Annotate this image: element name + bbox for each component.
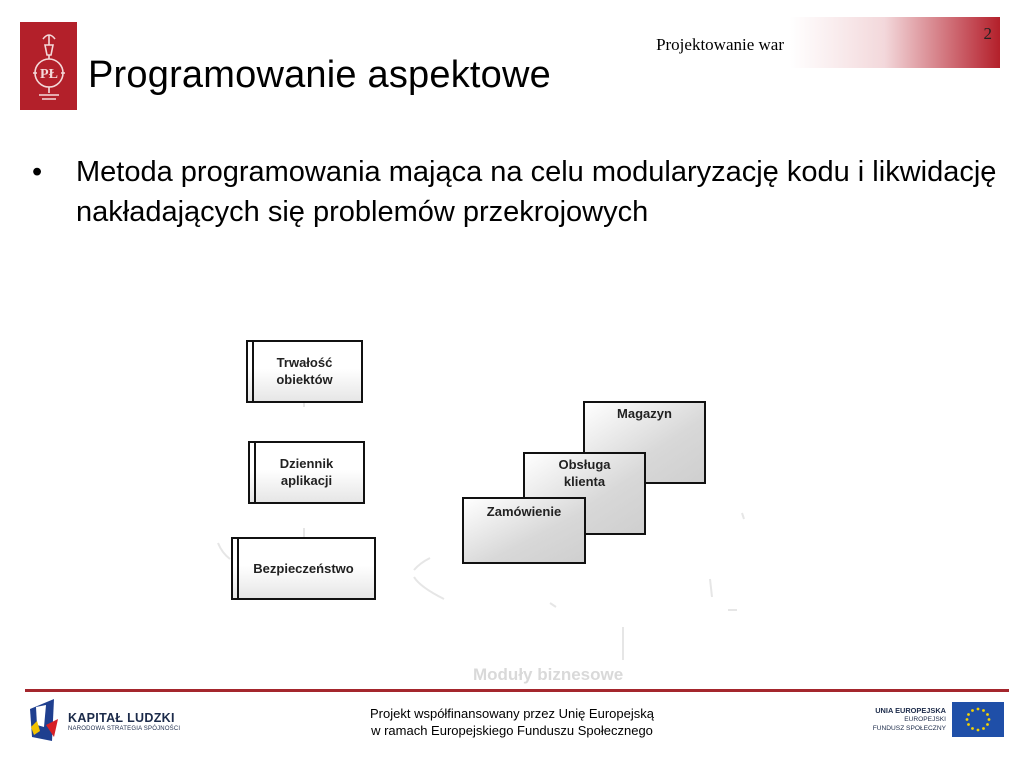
aspect-diagram	[200, 315, 760, 690]
eu-text-line-1: UNIA EUROPEJSKA	[875, 706, 946, 715]
module-label: Obsługa klienta	[558, 457, 611, 489]
logo-text: PŁ	[39, 67, 58, 82]
eu-fund-text	[846, 706, 946, 733]
module-box	[462, 497, 586, 564]
footer-line-1: Projekt współfinansowany przez Unię Europejską	[370, 706, 654, 721]
module-box	[248, 441, 365, 504]
page-number: 2	[983, 24, 992, 43]
footer-text	[312, 705, 712, 739]
slide-title: Programowanie aspektowe	[88, 54, 551, 96]
footer-line-2: w ramach Europejskiego Funduszu Społecznego	[371, 723, 653, 738]
footer-rule	[25, 689, 1009, 692]
module-box	[231, 537, 376, 600]
kapital-ludzki-name: KAPITAŁ LUDZKI	[68, 711, 175, 725]
eu-text-line-2: EUROPEJSKI	[904, 716, 946, 723]
university-crest-icon	[24, 27, 74, 105]
module-label: Zamówienie	[486, 504, 562, 519]
faded-diagram-label: Moduły biznesowe	[473, 665, 624, 684]
university-logo	[20, 22, 77, 110]
bullet-item	[32, 152, 1002, 232]
eu-flag-icon	[952, 702, 1004, 737]
bullet-text: Metoda programowania mająca na celu modularyzację kodu i likwidację nakładających się problemów przekrojowych	[76, 156, 997, 228]
eu-text-line-3: FUNDUSZ SPOŁECZNY	[872, 725, 946, 732]
bullet-marker: •	[32, 156, 43, 188]
kapital-ludzki-subtitle: NARODOWA STRATEGIA SPÓJNOŚCI	[68, 726, 181, 732]
module-label: Magazyn	[617, 406, 672, 421]
header-caption: Projektowanie war	[656, 35, 784, 54]
module-label: Dziennik aplikacji	[279, 456, 334, 488]
module-box	[246, 340, 363, 403]
bullet-list	[32, 152, 1002, 232]
module-label: Trwałość obiektów	[276, 355, 333, 387]
module-label: Bezpieczeństwo	[253, 561, 354, 576]
